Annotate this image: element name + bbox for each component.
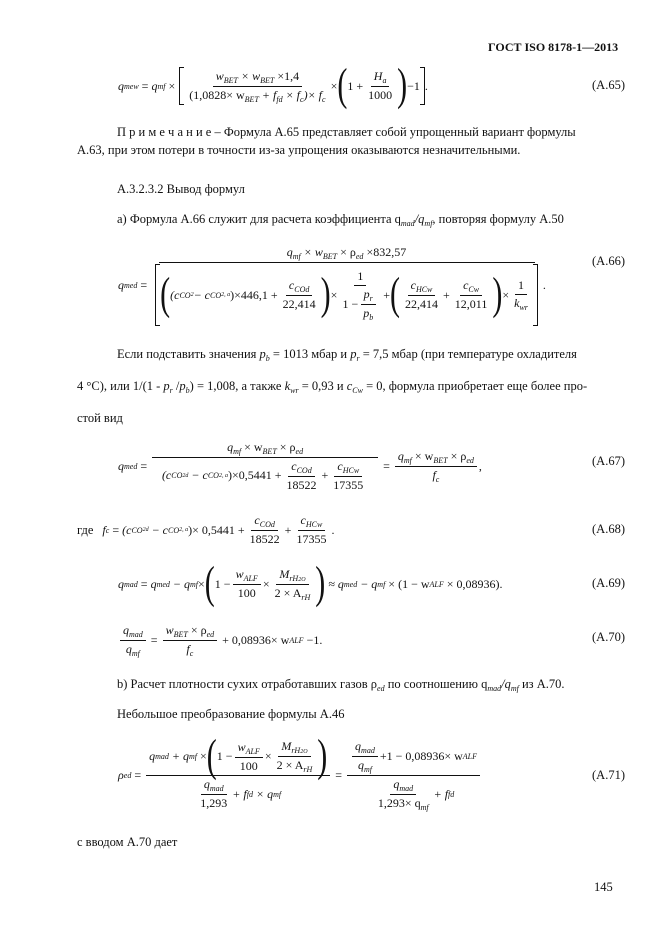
formula-a69: q mad = q med − q mf × ( 1 − $\frac{w_{ALF}}{100}$ × $\frac{M_{rH2O}}{2 \times A_{rH}}$ ) ≈ q med − q mf × (1 − w ALF × 0,08936). <box>118 558 503 608</box>
standard-header: ГОСТ ISO 8178-1—2013 <box>488 40 619 54</box>
formula-a67: q med = $q_{mf} \times w_{BET} \times \rho_{ed}$ (c CO 2d − c CO 2, a )×0,5441 + $\frac{c_{COd}}{18522}$ + $\frac{c_{HCw}}{17355}$ = $\frac{q_{mf} \times w_{BET} \times \rho_{ed}}{f_c}$ , <box>118 439 482 492</box>
note-a65: П р и м е ч а н и е – Формула A.65 представляет собой упрощенный вариант формулы A.63, при этом потери в точности из-за упрощения оказываются незначительными. <box>77 125 576 157</box>
page-number: 145 <box>594 880 613 894</box>
formula-a70: $\frac{q_{mad}}{q_{mf}}$ = $\frac{w_{BET} \times \rho_{ed}}{f_c}$ + 0,08936× w ALF −1. <box>118 620 322 660</box>
paragraph-b: b) Расчет плотности сухих отработавших газов $\rho_{ed}$ по соотношению $q_{mad}/q_{mf}$ из A.70. <box>117 677 565 693</box>
paragraph-substitution: Если подставить значения $p_b = 1013$ мбар и $p_r = 7,5$ мбар (при температуре охладителя 4 °C), или $1/(1 - p_r$ $/p_b) = 1,008$, а также $k_{wr} = 0,93$ и $c_{Cw} = 0$, формула приобретает еще более про- стой вид <box>77 347 588 425</box>
equation-number-a67: (A.67) <box>592 454 625 468</box>
paragraph-a66-intro: a) Формула A.66 служит для расчета коэффициента $q_{mad}/q_{mf}$, повторяя формулу A.50 <box>117 212 564 228</box>
equation-number-a65: (A.65) <box>592 78 625 92</box>
equation-number-a70: (A.70) <box>592 630 625 644</box>
formula-a66: q med = $q_{mf} \times w_{BET} \times \rho_{ed} \times 832,57$ ( (c CO 2 − c CO 2, a )×446,1 + $\frac{c_{COd}}{22,414}$ ) × 1 1 − $\frac{p_r}{p_b}$ + ( $\frac{c_{HCw}}{22,414}$ + $\frac{c_{Cw}}{12,011}$ ) × $\frac{1}{k_{wr}}$ . <box>118 238 546 333</box>
formula-a71: ρ ed = q mad + q mf × ( 1 − $\frac{w_{ALF}}{100}$ × $\frac{M_{rH2O}}{2 \times A_{rH}}$ ) $\frac{q_{mad}}{1,293}$ + f fd × q mf = $\frac{q_{mad}}{q_{mf}}$ +1 − 0,08936× w ALF $\frac{q_{mad}}{1,293\times q_{mf}}$ + f fd <box>118 735 482 815</box>
equation-number-a68: (A.68) <box>592 522 625 536</box>
paragraph-last: с вводом A.70 дает <box>77 835 178 849</box>
equation-number-a71: (A.71) <box>592 768 625 782</box>
formula-a65: q mew = q mf × $\frac{w_{BET} \times w_{BET} \times 1,4}{(1,0828\times w_{BET} + f_{fd} \times f_c)\times f_c}$ × ( 1 + $\frac{H_a}{1000}$ ) −1 . <box>118 60 428 110</box>
formula-a68: где f c = (c CO 2d − c CO 2, a )× 0,5441 + $\frac{c_{COd}}{18522}$ + $\frac{c_{HCw}}{17355}$ . <box>77 513 335 546</box>
paragraph-transformation: Небольшое преобразование формулы A.46 <box>117 707 345 721</box>
equation-number-a69: (A.69) <box>592 576 625 590</box>
equation-number-a66: (A.66) <box>592 254 625 268</box>
section-title: A.3.2.3.2 Вывод формул <box>117 182 245 196</box>
